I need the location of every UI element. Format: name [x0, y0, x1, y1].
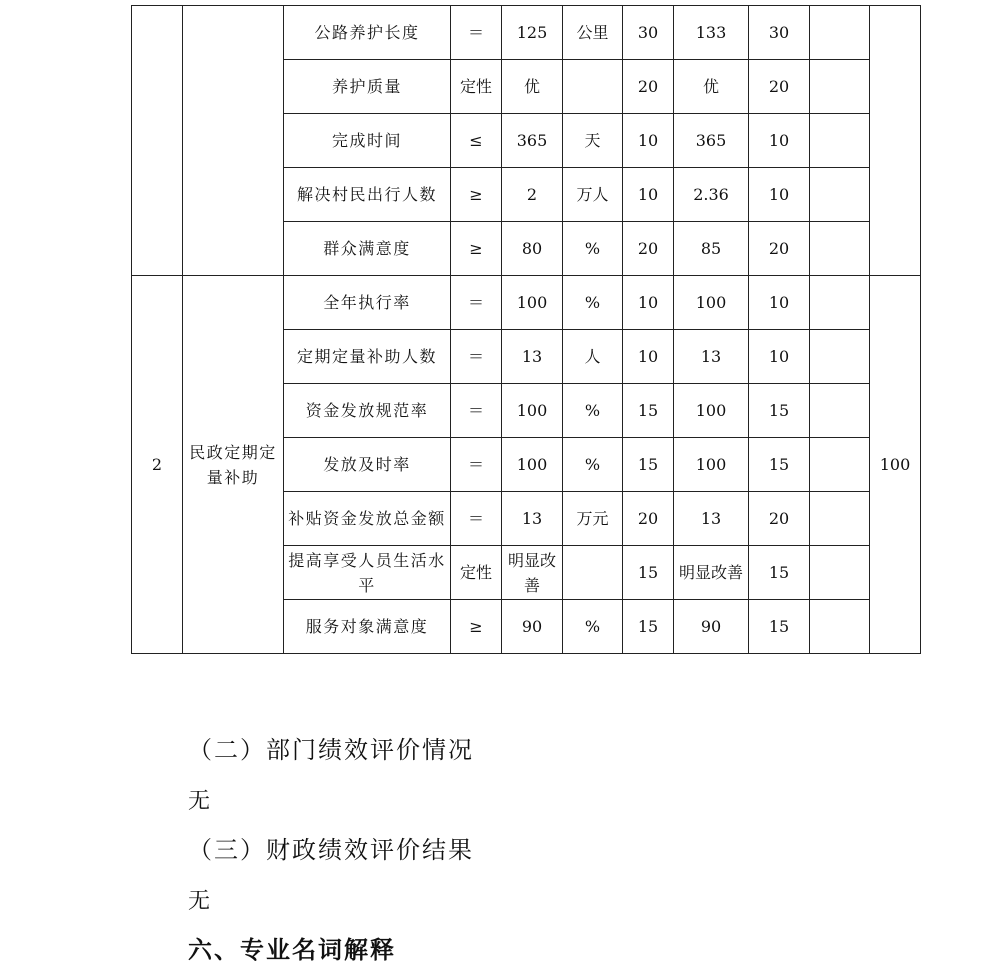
actual-cell: 100 [674, 438, 749, 492]
weight-cell: 20 [623, 222, 674, 276]
target-cell: 13 [502, 492, 563, 546]
fiscal-evaluation-body: 无 [188, 889, 211, 914]
weight-cell: 10 [623, 276, 674, 330]
fiscal-evaluation-heading: （三）财政绩效评价结果 [188, 836, 474, 864]
glossary-heading: 六、专业名词解释 [188, 935, 396, 964]
indicator-cell: 养护质量 [284, 60, 451, 114]
indicator-cell: 发放及时率 [284, 438, 451, 492]
weight-cell: 10 [623, 330, 674, 384]
actual-cell: 90 [674, 600, 749, 654]
project-cell [183, 6, 284, 276]
score-cell: 30 [749, 6, 810, 60]
operator-cell: ≥ [451, 168, 502, 222]
actual-cell: 明显改善 [674, 546, 749, 600]
score-cell: 10 [749, 168, 810, 222]
remark-cell [810, 546, 870, 600]
target-cell: 80 [502, 222, 563, 276]
target-cell: 365 [502, 114, 563, 168]
remark-cell [810, 222, 870, 276]
weight-cell: 15 [623, 438, 674, 492]
target-cell: 100 [502, 438, 563, 492]
indicator-cell: 完成时间 [284, 114, 451, 168]
operator-cell: 定性 [451, 546, 502, 600]
actual-cell: 85 [674, 222, 749, 276]
unit-cell: % [563, 222, 623, 276]
score-cell: 20 [749, 60, 810, 114]
remark-cell [810, 114, 870, 168]
score-cell: 15 [749, 384, 810, 438]
score-cell: 20 [749, 222, 810, 276]
project-cell: 民政定期定量补助 [183, 276, 284, 654]
weight-cell: 10 [623, 168, 674, 222]
unit-cell: 万元 [563, 492, 623, 546]
remark-cell [810, 330, 870, 384]
operator-cell: ≥ [451, 222, 502, 276]
index-cell: 2 [132, 276, 183, 654]
unit-cell: % [563, 438, 623, 492]
indicator-cell: 定期定量补助人数 [284, 330, 451, 384]
unit-cell [563, 546, 623, 600]
operator-cell: ＝ [451, 330, 502, 384]
actual-cell: 133 [674, 6, 749, 60]
actual-cell: 优 [674, 60, 749, 114]
unit-cell: % [563, 600, 623, 654]
indicator-cell: 服务对象满意度 [284, 600, 451, 654]
unit-cell: 万人 [563, 168, 623, 222]
indicator-cell: 补贴资金发放总金额 [284, 492, 451, 546]
actual-cell: 100 [674, 384, 749, 438]
remark-cell [810, 6, 870, 60]
operator-cell: ＝ [451, 492, 502, 546]
total-cell [870, 6, 921, 276]
operator-cell: ＝ [451, 438, 502, 492]
weight-cell: 20 [623, 492, 674, 546]
score-cell: 10 [749, 114, 810, 168]
weight-cell: 15 [623, 546, 674, 600]
target-cell: 90 [502, 600, 563, 654]
index-cell [132, 6, 183, 276]
unit-cell: % [563, 276, 623, 330]
score-cell: 15 [749, 546, 810, 600]
target-cell: 125 [502, 6, 563, 60]
weight-cell: 15 [623, 384, 674, 438]
dept-evaluation-heading: （二）部门绩效评价情况 [188, 736, 474, 764]
score-cell: 15 [749, 600, 810, 654]
target-cell: 100 [502, 276, 563, 330]
weight-cell: 30 [623, 6, 674, 60]
actual-cell: 13 [674, 330, 749, 384]
operator-cell: ≥ [451, 600, 502, 654]
target-cell: 优 [502, 60, 563, 114]
unit-cell [563, 60, 623, 114]
unit-cell: 人 [563, 330, 623, 384]
table-body [132, 6, 921, 654]
remark-cell [810, 60, 870, 114]
operator-cell: ＝ [451, 6, 502, 60]
indicator-cell: 解决村民出行人数 [284, 168, 451, 222]
target-cell: 13 [502, 330, 563, 384]
operator-cell: ≤ [451, 114, 502, 168]
weight-cell: 10 [623, 114, 674, 168]
indicator-cell: 群众满意度 [284, 222, 451, 276]
operator-cell: ＝ [451, 384, 502, 438]
score-cell: 10 [749, 276, 810, 330]
remark-cell [810, 276, 870, 330]
score-cell: 15 [749, 438, 810, 492]
target-cell: 2 [502, 168, 563, 222]
weight-cell: 20 [623, 60, 674, 114]
indicator-cell: 公路养护长度 [284, 6, 451, 60]
weight-cell: 15 [623, 600, 674, 654]
score-cell: 20 [749, 492, 810, 546]
dept-evaluation-body: 无 [188, 789, 211, 814]
actual-cell: 100 [674, 276, 749, 330]
remark-cell [810, 600, 870, 654]
indicator-cell: 资金发放规范率 [284, 384, 451, 438]
operator-cell: ＝ [451, 276, 502, 330]
unit-cell: % [563, 384, 623, 438]
remark-cell [810, 168, 870, 222]
actual-cell: 365 [674, 114, 749, 168]
indicator-cell: 提高享受人员生活水平 [284, 546, 451, 600]
remark-cell [810, 384, 870, 438]
target-cell: 100 [502, 384, 563, 438]
unit-cell: 公里 [563, 6, 623, 60]
total-cell: 100 [870, 276, 921, 654]
operator-cell: 定性 [451, 60, 502, 114]
table-row [132, 276, 921, 330]
actual-cell: 2.36 [674, 168, 749, 222]
score-cell: 10 [749, 330, 810, 384]
indicator-cell: 全年执行率 [284, 276, 451, 330]
performance-table [131, 5, 921, 654]
remark-cell [810, 438, 870, 492]
remark-cell [810, 492, 870, 546]
table-row [132, 6, 921, 60]
unit-cell: 天 [563, 114, 623, 168]
target-cell: 明显改善 [502, 546, 563, 600]
actual-cell: 13 [674, 492, 749, 546]
